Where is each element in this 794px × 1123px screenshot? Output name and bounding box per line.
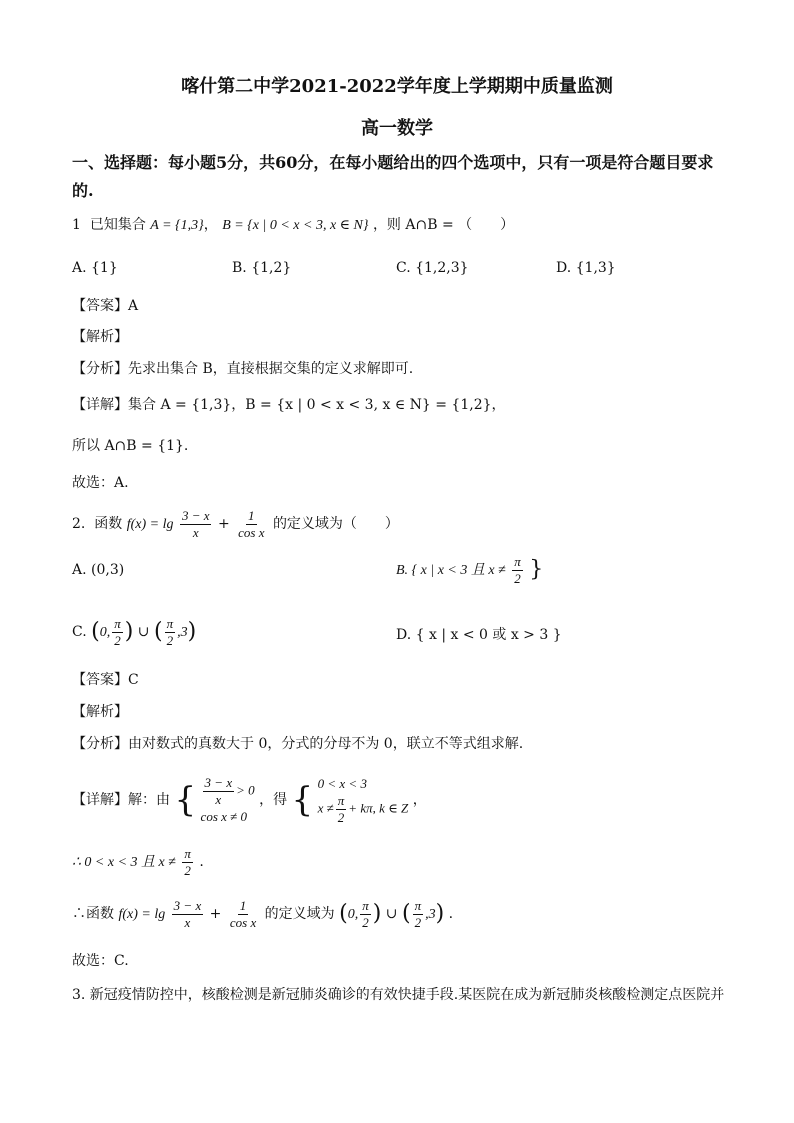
- question-2-stem: [72, 506, 399, 543]
- option-d: D. { x | x < 0 或 x > 3 }: [396, 627, 562, 643]
- stem-text: 已知集合: [89, 217, 146, 233]
- stem-text: 函数: [94, 516, 123, 532]
- therefore-row-1: [72, 842, 204, 883]
- option-c: C. {1,2,3}: [396, 260, 469, 276]
- de-text: ，得: [259, 792, 288, 808]
- denominator: cos x: [238, 524, 265, 540]
- choose-row: 故选：A.: [72, 475, 129, 491]
- plus-sign: +: [209, 906, 222, 922]
- numerator: 3 − x: [181, 507, 210, 523]
- option-d: D. {1,3}: [556, 260, 616, 276]
- system-row-post: + kπ, k ∈ Z: [348, 799, 409, 815]
- therefore-row-2: ∴函数 f(x) = lg $\frac{3 - x}{x}$ + $\frac{1}{\text{cos x}}$ 的定义域为 (0, $\frac{\pi}{2}$ ) ∪ ( $\frac{\pi}{2}$ ,3) .: [72, 897, 454, 930]
- fenxi-text: 先求出集合 B，直接根据交集的定义求解即可.: [128, 361, 414, 377]
- conclusion-row: 所以 A∩B = {1}.: [72, 438, 189, 454]
- therefore-text: ∴函数: [72, 906, 114, 922]
- section-heading-cont: 的.: [72, 181, 94, 200]
- option-b-text: B. { x | x < 3 且 x ≠: [396, 563, 506, 578]
- inequality-system-1: [201, 775, 255, 826]
- plus-sign: +: [217, 516, 230, 532]
- stem-text-end: 的定义域为（ ）: [272, 516, 399, 532]
- option-c-label: C.: [72, 624, 87, 640]
- period: .: [199, 854, 204, 870]
- numerator: π: [166, 615, 174, 631]
- page-title: 喀什第二中学2021-2022学年度上学期期中质量监测: [181, 76, 613, 97]
- option-c: C. (0, $\frac{\pi}{2}$ ) ∪ ( $\frac{\pi}{2}$ ,3): [72, 615, 197, 648]
- numerator: π: [114, 615, 121, 631]
- fraction: [512, 554, 523, 587]
- numerator: π: [414, 897, 422, 913]
- denominator: 2: [514, 570, 521, 586]
- page-subtitle: 高一数学: [361, 118, 433, 139]
- greater-than-zero: > 0: [236, 781, 255, 797]
- option-a: A. (0,3): [72, 562, 125, 578]
- analysis-label: 【解析】: [72, 704, 128, 720]
- function-lhs: f(x) = lg: [118, 907, 166, 922]
- xiangjie-row: 【详解】解：由 { $\frac{3 - x}{x}$ > 0 cos x ≠ 0 ，得 { 0 < x < 3 x ≠ $\frac{\pi}{2}$ + kπ, k ∈ Z ，: [72, 774, 427, 825]
- analysis-tag: [72, 328, 128, 346]
- therefore-text: ∴ 0 < x < 3 且 x ≠: [72, 855, 176, 870]
- analysis-tag: [72, 703, 128, 721]
- answer-tag: 【答案】: [72, 672, 128, 688]
- system-row: 0 < x < 3: [317, 775, 367, 791]
- fenxi-tag: 【分析】: [72, 361, 128, 377]
- fenxi-row: [72, 360, 413, 378]
- therefore-mid: 的定义域为: [264, 906, 335, 922]
- fenxi-row: [72, 735, 523, 753]
- denominator: 2: [337, 809, 345, 825]
- numerator: π: [184, 845, 191, 861]
- denominator: x: [192, 524, 199, 540]
- option-a: A. {1}: [72, 260, 118, 276]
- set-b: B = {x | 0 < x < 3, x ∈ N}: [222, 218, 369, 233]
- xiangjie-text: 集合 A = {1,3}，B = {x | 0 < x < 3, x ∈ N} = {1,2}，: [128, 397, 506, 413]
- denominator: 2: [114, 632, 121, 648]
- fraction: [180, 508, 212, 541]
- denominator: cos x: [229, 914, 257, 930]
- denominator: 2: [166, 632, 174, 648]
- xiangjie-text: 解：由: [128, 792, 170, 808]
- denominator: 2: [184, 862, 191, 878]
- fraction: [236, 508, 266, 541]
- question-1-stem: 1 已知集合 A = {1,3}， B = {x | 0 < x < 3, x ∈ N} ，则 A∩B = （ ）: [72, 217, 515, 233]
- answer-row: [72, 671, 139, 689]
- denominator: x: [215, 791, 222, 807]
- system-row-pre: x ≠: [317, 799, 334, 815]
- question-3-stem: 3. 新冠疫情防控中，核酸检测是新冠肺炎确诊的有效快捷手段.某医院在成为新冠肺炎核酸检测定点医院并: [72, 987, 725, 1003]
- numerator: 1: [248, 507, 255, 523]
- period: .: [448, 906, 454, 922]
- option-b: B. {1,2}: [232, 260, 292, 276]
- comma: ，: [412, 792, 427, 808]
- numerator: 3 − x: [204, 774, 233, 790]
- numerator: π: [362, 897, 369, 913]
- option-b-close: }: [529, 557, 544, 582]
- denominator: 2: [362, 914, 369, 930]
- question-number: 2.: [72, 516, 86, 532]
- system-row: cos x ≠ 0: [200, 808, 248, 824]
- numerator: 3 − x: [173, 897, 202, 913]
- numerator: π: [337, 792, 345, 808]
- option-b: [396, 552, 543, 589]
- choose-row: 故选：C.: [72, 953, 129, 969]
- function-lhs: f(x) = lg: [126, 517, 174, 532]
- section-heading: 一、选择题：每小题5分，共60分，在每小题给出的四个选项中，只有一项是符合题目要求: [72, 153, 714, 172]
- answer-tag: 【答案】: [72, 298, 128, 314]
- analysis-label: 【解析】: [72, 329, 128, 345]
- inequality-system-2: [318, 775, 409, 826]
- numerator: 1: [239, 897, 247, 913]
- stem-text-end: ，则 A∩B = （ ）: [372, 217, 515, 233]
- set-a: A = {1,3}: [150, 218, 204, 233]
- xiangjie-tag: 【详解】: [72, 397, 128, 413]
- fenxi-tag: 【分析】: [72, 736, 128, 752]
- question-number: 1: [72, 217, 81, 233]
- denominator: 2: [414, 914, 422, 930]
- answer-value: C: [128, 672, 139, 688]
- fenxi-text: 由对数式的真数大于 0，分式的分母不为 0，联立不等式组求解.: [128, 736, 524, 752]
- answer-row: [72, 297, 138, 315]
- answer-value: A: [128, 298, 139, 314]
- denominator: x: [184, 914, 191, 930]
- xiangjie-row: [72, 396, 506, 414]
- xiangjie-tag: 【详解】: [72, 792, 128, 808]
- numerator: π: [514, 553, 521, 569]
